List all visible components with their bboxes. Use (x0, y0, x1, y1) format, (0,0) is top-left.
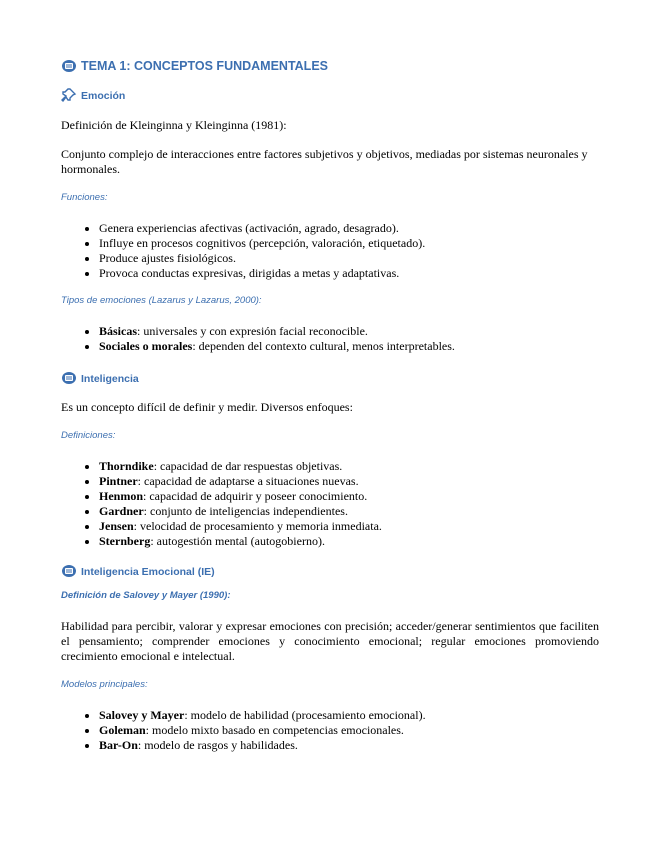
ie-heading: Inteligencia Emocional (IE) (61, 564, 215, 578)
list-item: • Bar-On: modelo de rasgos y habilidades. (99, 738, 619, 753)
notebook-icon (61, 59, 77, 73)
definiciones-label: Definiciones: (61, 430, 116, 441)
tipos-label: Tipos de emociones (Lazarus y Lazarus, 2000): (61, 295, 262, 306)
list-item: • Influye en procesos cognitivos (percepción, valoración, etiquetado). (99, 236, 619, 251)
list-item: • Salovey y Mayer: modelo de habilidad (procesamiento emocional). (99, 708, 619, 723)
list-item: • Goleman: modelo mixto basado en competencias emocionales. (99, 723, 619, 738)
funciones-list (81, 221, 619, 281)
list-item: • Sociales o morales: dependen del contexto cultural, menos interpretables. (99, 339, 619, 354)
emocion-definition-text: Conjunto complejo de interacciones entre factores subjetivos y objetivos, mediadas por sistemas neuronales y hormonales. (61, 147, 588, 176)
inteligencia-intro: Es un concepto difícil de definir y medir. Diversos enfoques: (61, 400, 353, 414)
modelos-list (81, 708, 619, 753)
ie-definition-text: Habilidad para percibir, valorar y expresar emociones con precisión; acceder/generar sentimientos que faciliten el pensamiento; comprender emociones y conocimiento emocional; regular emociones promoviendo crecimiento emocional e intelectual. (61, 619, 599, 663)
list-item: • Jensen: velocidad de procesamiento y memoria inmediata. (99, 519, 619, 534)
list-item: • Pintner: capacidad de adaptarse a situaciones nuevas. (99, 474, 619, 489)
pushpin-icon (61, 88, 77, 102)
list-item: • Henmon: capacidad de adquirir y poseer conocimiento. (99, 489, 619, 504)
list-item: • Sternberg: autogestión mental (autogobierno). (99, 534, 619, 549)
emocion-heading: Emoción (61, 88, 125, 102)
ie-definition-label: Definición de Salovey y Mayer (1990): (61, 590, 231, 601)
list-item: • Thorndike: capacidad de dar respuestas objetivas. (99, 459, 619, 474)
tipos-list (81, 324, 619, 354)
list-item: • Básicas: universales y con expresión facial reconocible. (99, 324, 619, 339)
list-item: • Provoca conductas expresivas, dirigidas a metas y adaptativas. (99, 266, 619, 281)
definiciones-list (81, 459, 619, 549)
emocion-definition-intro: Definición de Kleinginna y Kleinginna (1981): (61, 118, 287, 132)
list-item: • Produce ajustes fisiológicos. (99, 251, 619, 266)
notebook-icon (61, 371, 77, 385)
tema-title: TEMA 1: CONCEPTOS FUNDAMENTALES (61, 59, 328, 73)
funciones-label: Funciones: (61, 192, 108, 203)
inteligencia-heading: Inteligencia (61, 371, 139, 385)
list-item: • Genera experiencias afectivas (activación, agrado, desagrado). (99, 221, 619, 236)
notebook-icon (61, 564, 77, 578)
modelos-label: Modelos principales: (61, 679, 148, 690)
list-item: • Gardner: conjunto de inteligencias independientes. (99, 504, 619, 519)
